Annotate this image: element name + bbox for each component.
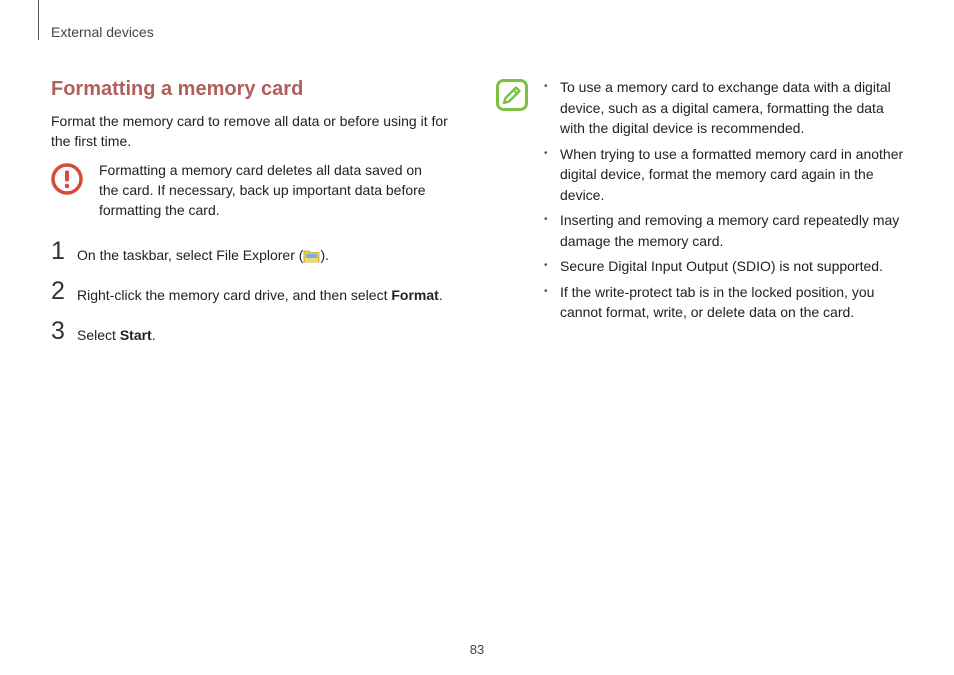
main-content: [51, 78, 451, 365]
step-text: Right-click the memory card drive, and then select Format.: [77, 287, 443, 303]
steps-list: [51, 237, 451, 365]
bullet: •: [544, 260, 548, 271]
bullet: •: [544, 285, 548, 297]
list-item: • To use a memory card to exchange data with a digital device, such as a digital camera, formatting the data with the digital device is recommended.: [544, 79, 891, 136]
list-item: • If the write-protect tab is in the locked position, you cannot format, write, or delete data on the card.: [544, 283, 875, 320]
step-text: On the taskbar, select File Explorer ( ).: [77, 247, 329, 263]
section-header: External devices: [51, 24, 154, 40]
notes-list: [540, 77, 910, 328]
warning-callout: [51, 160, 451, 220]
step-number: 2: [51, 277, 65, 305]
pencil-note-icon: [496, 79, 528, 111]
warning-text: Formatting a memory card deletes all data saved on the card. If necessary, back up important data before formatting the card.: [99, 162, 426, 218]
bullet: •: [544, 81, 548, 92]
step-1: [51, 237, 451, 285]
header-divider: [38, 0, 39, 40]
step-3: [51, 317, 451, 365]
page-title: Formatting a memory card: [51, 78, 304, 100]
step-2: [51, 277, 451, 325]
bullet: •: [544, 147, 548, 159]
step-number: 3: [51, 317, 65, 345]
step-text: Select Start.: [77, 327, 156, 343]
list-item: • Inserting and removing a memory card repeatedly may damage the memory card.: [544, 212, 900, 249]
list-item: • When trying to use a formatted memory card in another digital device, format the memory card again in the device.: [544, 145, 904, 203]
file-explorer-folder-icon: [303, 248, 320, 263]
intro-paragraph: Format the memory card to remove all data or before using it for the first time.: [51, 113, 448, 149]
bullet: •: [544, 214, 548, 225]
page-number: 83: [469, 642, 485, 657]
step-number: 1: [51, 237, 65, 265]
exclamation-warning-icon: [51, 163, 83, 195]
list-item: • Secure Digital Input Output (SDIO) is not supported.: [540, 256, 910, 277]
